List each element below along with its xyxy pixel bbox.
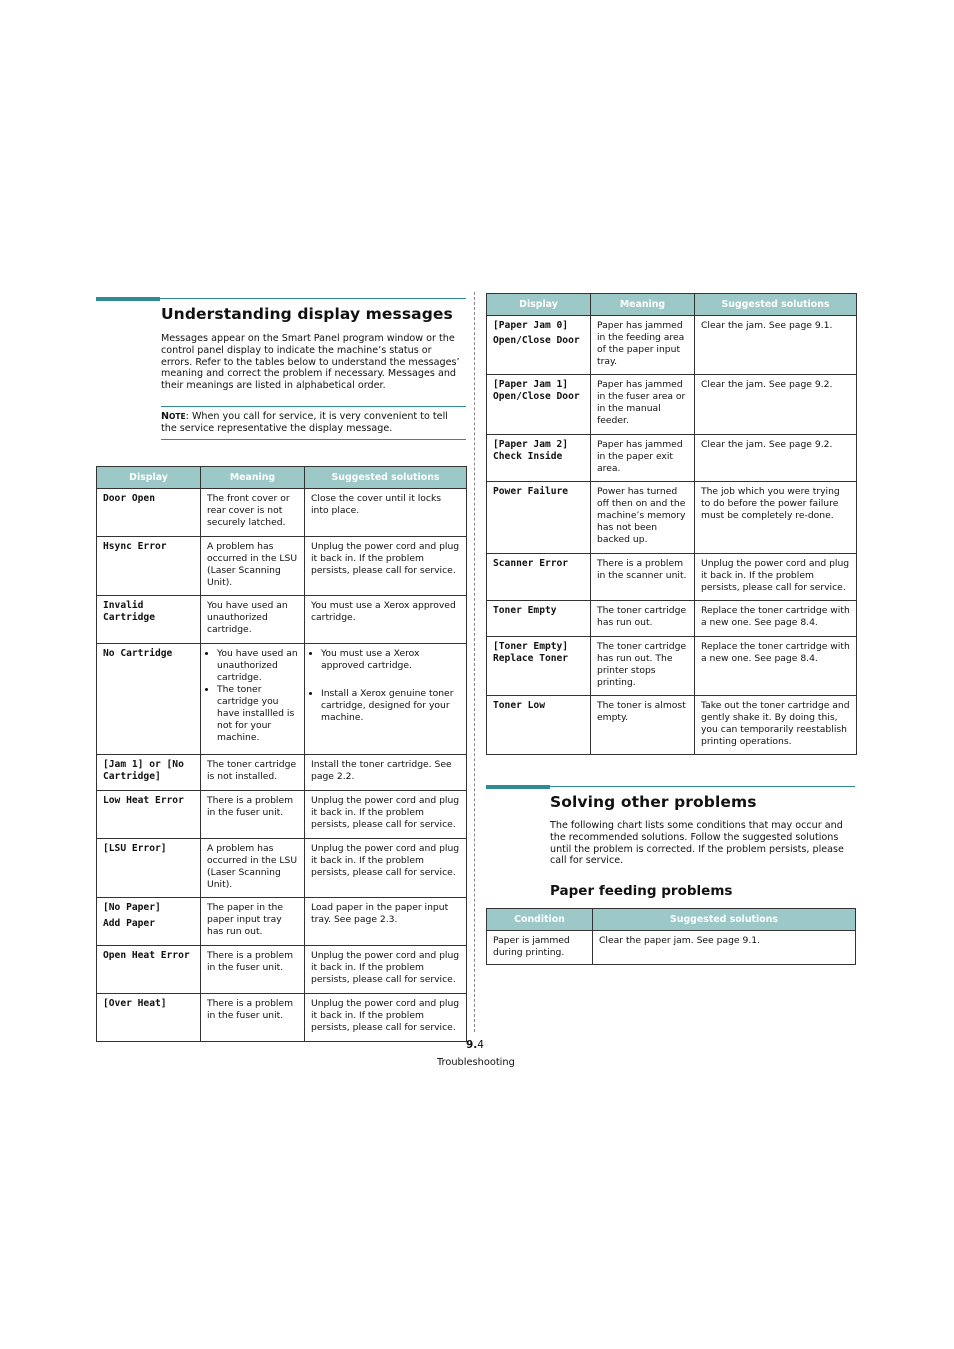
col-header-meaning: Meaning — [591, 294, 695, 316]
display-cell: [Jam 1] or [No Cartridge] — [97, 755, 201, 791]
page-number: 9.4 — [466, 1039, 484, 1051]
meaning-cell: There is a problem in the scanner unit. — [591, 554, 695, 601]
column-divider — [474, 292, 475, 1032]
solution-cell: Replace the toner cartridge with a new one. See page 8.4. — [695, 601, 857, 637]
solution-cell: You must use a Xerox approved cartridge. — [305, 596, 467, 644]
display-line: [Paper Jam 1] — [493, 379, 569, 390]
table-row — [487, 375, 857, 435]
table-row — [97, 839, 467, 898]
table-row — [487, 696, 857, 755]
display-cell: [Over Heat] — [97, 994, 201, 1042]
meaning-cell: A problem has occurred in the LSU (Laser Scanning Unit). — [201, 537, 305, 596]
solution-cell: Unplug the power cord and plug it back in. If the problem persists, please call for service. — [305, 839, 467, 898]
display-cell: Door Open — [97, 489, 201, 537]
note-text: : When you call for service, it is very convenient to tell the service representative the display message. — [161, 411, 448, 434]
col-header-condition: Condition — [487, 909, 593, 931]
meaning-cell: There is a problem in the fuser unit. — [201, 946, 305, 994]
display-cell: No Cartridge — [97, 644, 201, 755]
display-cell: Scanner Error — [487, 554, 591, 601]
solution-cell: Replace the toner cartridge with a new one. See page 8.4. — [695, 637, 857, 696]
solution-cell: Close the cover until it locks into place. — [305, 489, 467, 537]
display-line: Open/Close Door — [493, 335, 580, 346]
section-accent-bar — [96, 297, 160, 301]
section-rule — [550, 786, 855, 787]
display-line: Open/Close Door — [493, 391, 580, 402]
section-rule — [160, 298, 466, 299]
col-header-meaning: Meaning — [201, 467, 305, 489]
display-line: Add Paper — [103, 918, 155, 929]
display-cell: Invalid Cartridge — [97, 596, 201, 644]
solution-cell: Clear the paper jam. See page 9.1. — [593, 931, 856, 965]
display-line: [No Paper] — [103, 902, 161, 913]
table-row — [97, 994, 467, 1042]
table-row — [487, 931, 856, 965]
list-item: • Install a Xerox genuine toner cartridge, designed for your machine. — [321, 688, 460, 724]
section-intro: Messages appear on the Smart Panel program window or the control panel display to indicate the machine’s status or errors. Refer to the tables below to understand the messages’ meaning and correct the problem if necessary. Messages and their meanings are listed in alphabetical order. — [161, 333, 460, 392]
display-line: Check Inside — [493, 451, 563, 462]
display-cell — [487, 316, 591, 375]
display-cell: Hsync Error — [97, 537, 201, 596]
table-row — [97, 946, 467, 994]
display-cell — [487, 637, 591, 696]
solution-cell: Unplug the power cord and plug it back in. If the problem persists, please call for service. — [305, 537, 467, 596]
note — [161, 411, 465, 435]
solution-cell: The job which you were trying to do before the power failure must be completely re-done. — [695, 482, 857, 554]
note-rule-top — [161, 406, 466, 407]
meaning-cell: The toner cartridge has run out. — [591, 601, 695, 637]
col-header-display: Display — [487, 294, 591, 316]
display-cell: Low Heat Error — [97, 791, 201, 839]
meaning-cell: There is a problem in the fuser unit. — [201, 994, 305, 1042]
display-line: [Paper Jam 0] — [493, 320, 569, 331]
solution-cell: Unplug the power cord and plug it back in. If the problem persists, please call for service. — [305, 791, 467, 839]
table-row — [97, 489, 467, 537]
solution-cell — [305, 644, 467, 755]
table-row — [97, 791, 467, 839]
display-cell — [487, 435, 591, 482]
table-row — [97, 644, 467, 755]
display-cell: [LSU Error] — [97, 839, 201, 898]
meaning-cell: Paper has jammed in the feeding area of the paper input tray. — [591, 316, 695, 375]
note-label: NOTE — [161, 411, 186, 422]
display-cell: Open Heat Error — [97, 946, 201, 994]
meaning-cell: The front cover or rear cover is not securely latched. — [201, 489, 305, 537]
col-header-solutions: Suggested solutions — [695, 294, 857, 316]
solution-cell: Clear the jam. See page 9.2. — [695, 375, 857, 435]
paper-feeding-table — [486, 908, 856, 965]
note-rule-bottom — [161, 439, 466, 440]
display-messages-table-2 — [486, 293, 857, 755]
chapter-name: Troubleshooting — [437, 1057, 515, 1068]
meaning-cell — [201, 644, 305, 755]
table-row — [97, 537, 467, 596]
meaning-cell: A problem has occurred in the LSU (Laser Scanning Unit). — [201, 839, 305, 898]
display-cell — [97, 898, 201, 946]
list-item: • You have used an unauthorized cartridge. — [217, 648, 298, 684]
meaning-cell: There is a problem in the fuser unit. — [201, 791, 305, 839]
table-row — [487, 482, 857, 554]
section-title-2: Solving other problems — [550, 793, 757, 811]
display-cell — [487, 375, 591, 435]
condition-cell: Paper is jammed during printing. — [487, 931, 593, 965]
col-header-solutions: Suggested solutions — [593, 909, 856, 931]
meaning-cell: The toner cartridge is not installed. — [201, 755, 305, 791]
meaning-cell: The toner is almost empty. — [591, 696, 695, 755]
table-row — [97, 596, 467, 644]
meaning-cell: The toner cartridge has run out. The printer stops printing. — [591, 637, 695, 696]
col-header-solutions: Suggested solutions — [305, 467, 467, 489]
list-item: • The toner cartridge you have installled is not for your machine. — [217, 684, 298, 744]
display-messages-table-1 — [96, 466, 467, 1042]
solution-cell: Clear the jam. See page 9.1. — [695, 316, 857, 375]
subsection-title: Paper feeding problems — [550, 883, 733, 899]
table-row — [487, 316, 857, 375]
list-spacer — [321, 672, 460, 688]
solution-cell: Unplug the power cord and plug it back in. If the problem persists, please call for service. — [695, 554, 857, 601]
table-row — [97, 755, 467, 791]
display-cell: Power Failure — [487, 482, 591, 554]
display-cell: Toner Low — [487, 696, 591, 755]
meaning-cell: Power has turned off then on and the machine’s memory has not been backed up. — [591, 482, 695, 554]
table-row — [487, 435, 857, 482]
section-intro-2: The following chart lists some conditions that may occur and the recommended solutions. Follow the suggested solutions until the problem is corrected. If the problem persists, please call for service. — [550, 820, 844, 867]
meaning-cell: Paper has jammed in the fuser area or in the manual feeder. — [591, 375, 695, 435]
table-row — [487, 601, 857, 637]
display-line: [Toner Empty] — [493, 641, 569, 652]
solution-cell: Unplug the power cord and plug it back in. If the problem persists, please call for service. — [305, 946, 467, 994]
solution-cell: Take out the toner cartridge and gently shake it. By doing this, you can temporarily reestablish printing operations. — [695, 696, 857, 755]
solution-cell: Clear the jam. See page 9.2. — [695, 435, 857, 482]
section-accent-bar — [486, 785, 550, 789]
display-cell: Toner Empty — [487, 601, 591, 637]
solution-cell: Install the toner cartridge. See page 2.2. — [305, 755, 467, 791]
meaning-cell: Paper has jammed in the paper exit area. — [591, 435, 695, 482]
section-title: Understanding display messages — [161, 305, 453, 323]
display-line: Replace Toner — [493, 653, 569, 664]
table-row — [487, 637, 857, 696]
table-row — [97, 898, 467, 946]
list-item: • You must use a Xerox approved cartridge. — [321, 648, 460, 672]
meaning-cell: The paper in the paper input tray has run out. — [201, 898, 305, 946]
display-line: [Paper Jam 2] — [493, 439, 569, 450]
meaning-cell: You have used an unauthorized cartridge. — [201, 596, 305, 644]
col-header-display: Display — [97, 467, 201, 489]
table-row — [487, 554, 857, 601]
solution-cell: Unplug the power cord and plug it back in. If the problem persists, please call for service. — [305, 994, 467, 1042]
solution-cell: Load paper in the paper input tray. See page 2.3. — [305, 898, 467, 946]
